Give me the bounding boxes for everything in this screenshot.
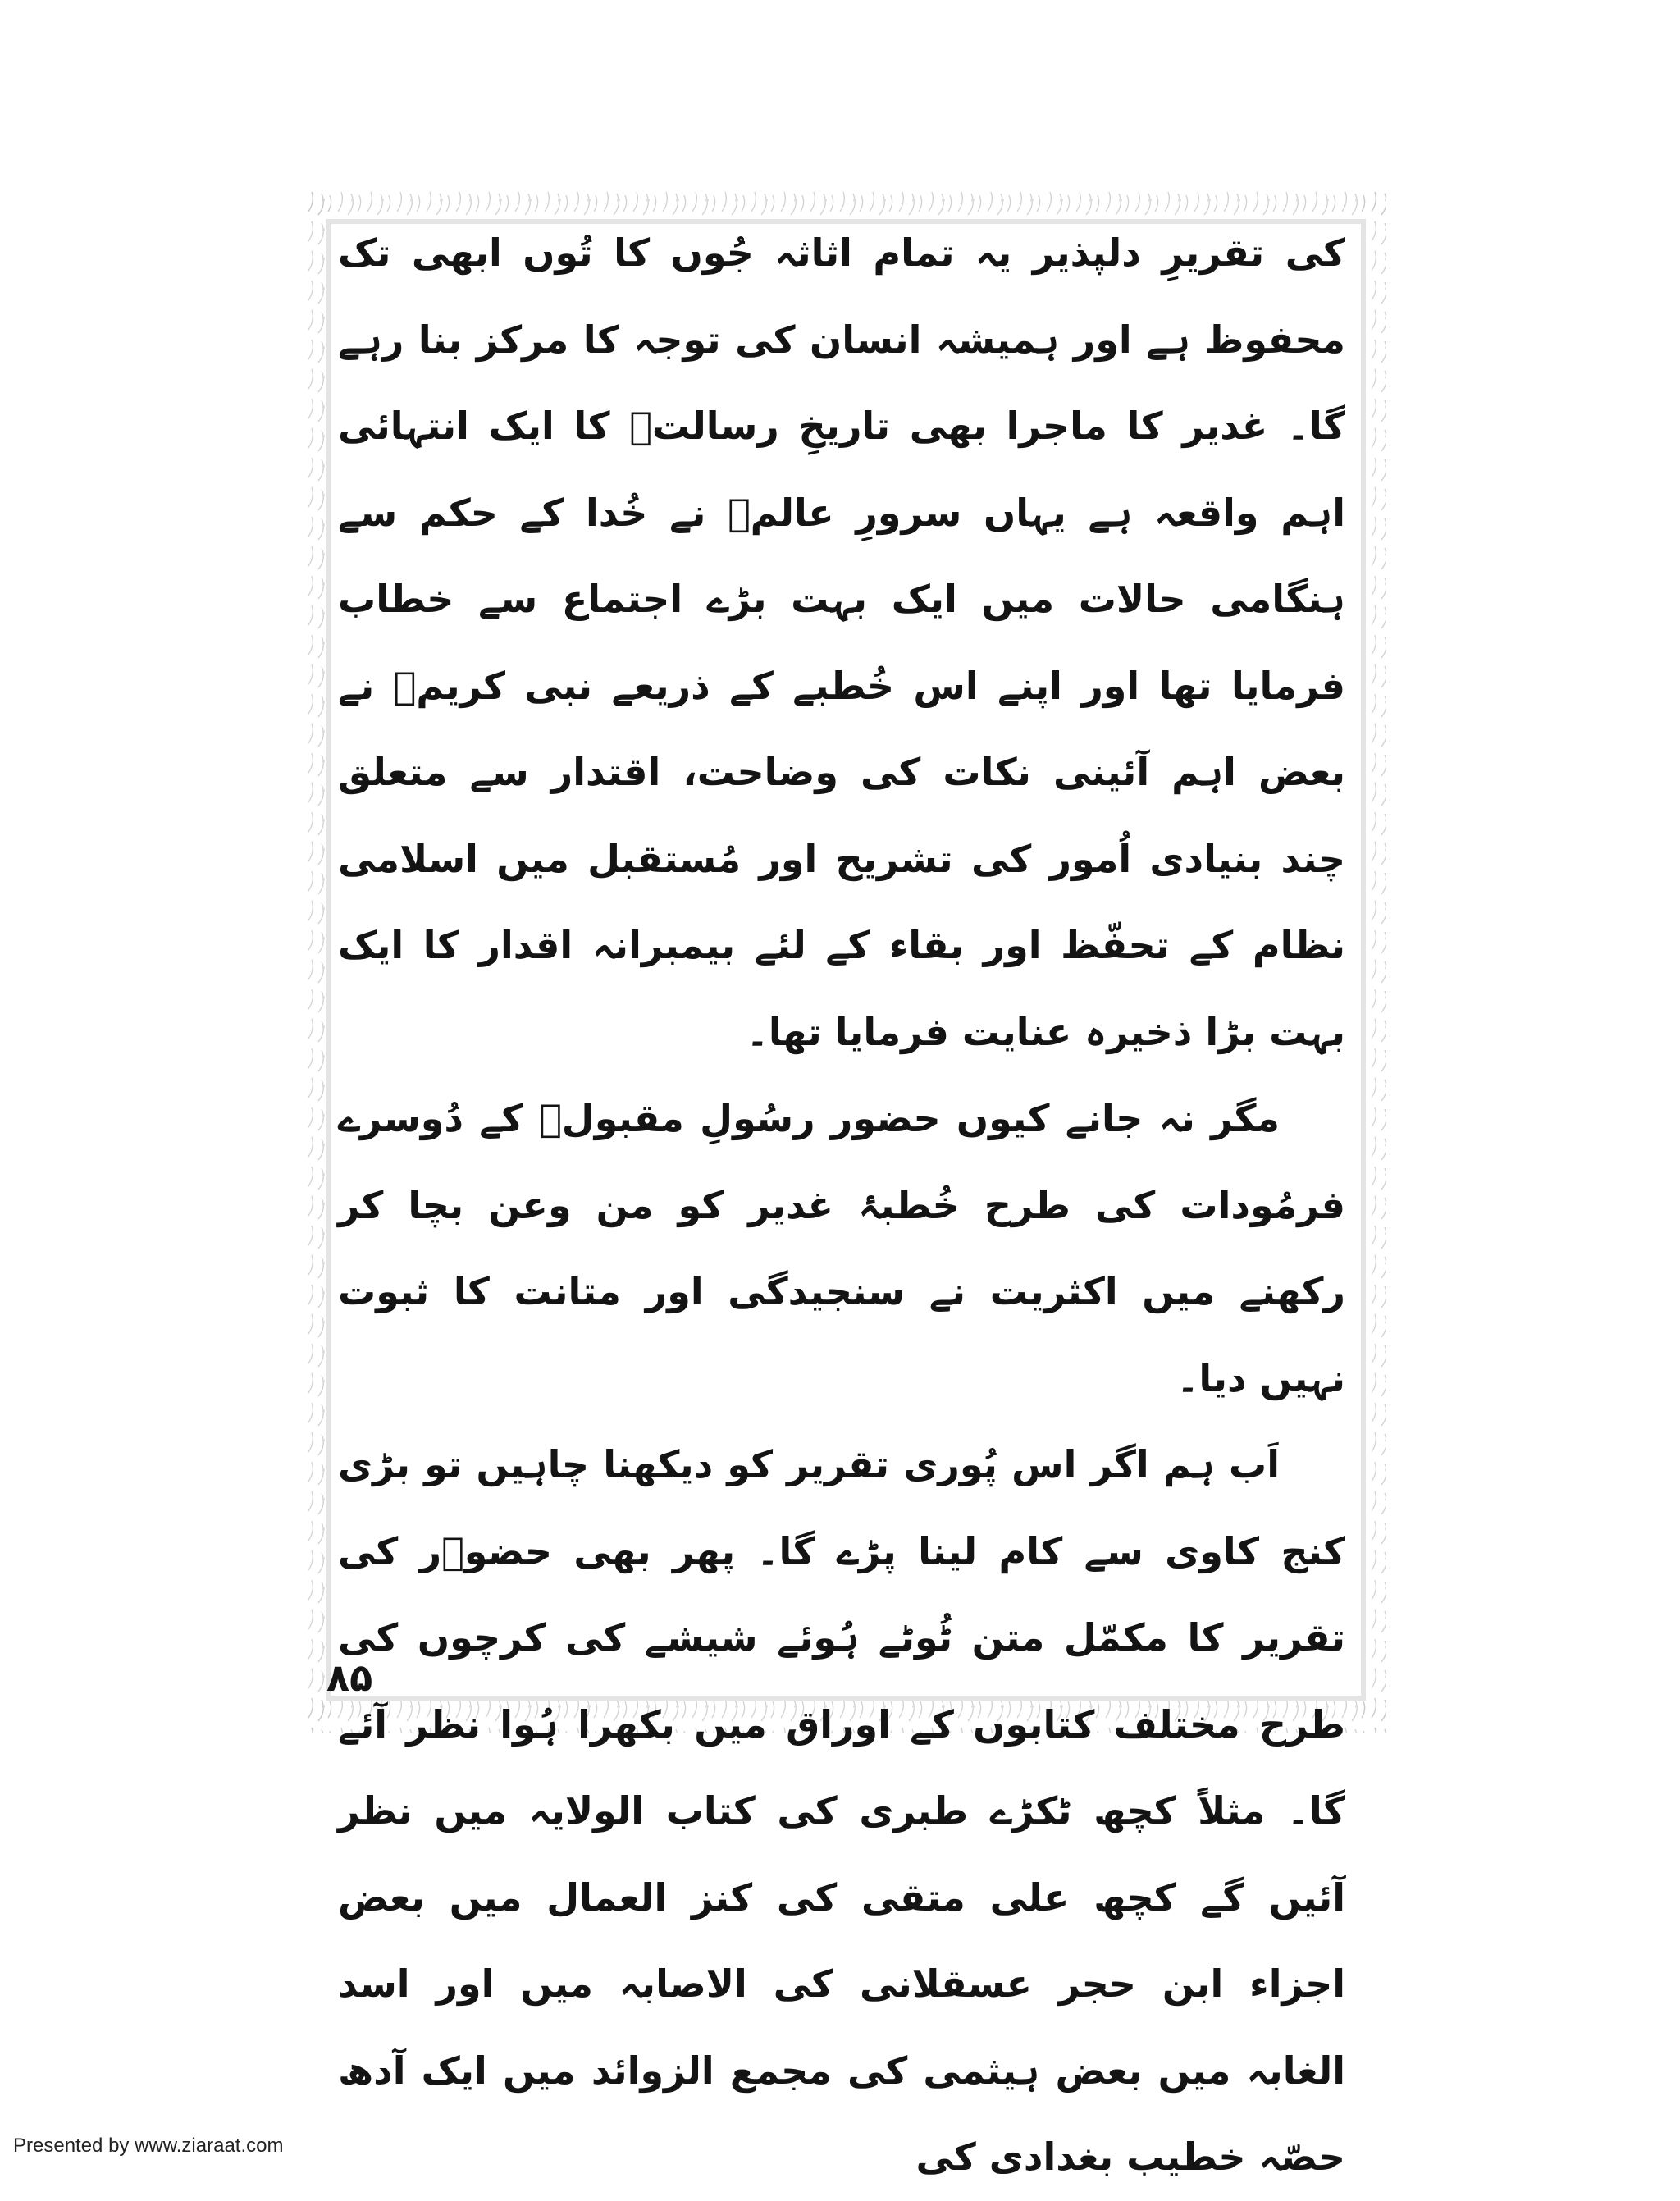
footer-credit: Presented by www.ziaraat.com bbox=[13, 2135, 284, 2157]
page-number: ۸۵ bbox=[326, 1655, 373, 1700]
paragraph-1: کی تقریرِ دلپذیر یہ تمام اثاثہ جُوں کا تُوں ابھی تک محفوظ ہے اور ہمیشہ انسان کی توجہ کا مرکز بنا رہے گا۔ غدیر کا ماجرا بھی تاریخِ رسالتؐ کا ایک انتہائی اہم واقعہ ہے یہاں سرورِ عالمؐ نے خُدا کے حکم سے ہنگامی حالات میں ایک بہت بڑے اجتماع سے خطاب فرمایا تھا اور اپنے اس خُطبے کے ذریعے نبی کریمؐ نے بعض اہم آئینی نکات کی وضاحت، اقتدار سے متعلق چند بنیادی اُمور کی تشریح اور مُستقبل میں اسلامی نظام کے تحفّظ اور بقاء کے لئے بیمبرانہ اقدار کا ایک بہت بڑا ذخیرہ عنایت فرمایا تھا۔ bbox=[338, 231, 1345, 1054]
book-page bbox=[305, 187, 1386, 2179]
body-text bbox=[338, 210, 1345, 2201]
paragraph-2: مگر نہ جانے کیوں حضور رسُولِ مقبولؐ کے دُوسرے فرمُودات کی طرح خُطبۂ غدیر کو من وعن بچا کر رکھنے میں اکثریت نے سنجیدگی اور متانت کا ثبوت نہیں دیا۔ bbox=[338, 1096, 1345, 1400]
paragraph-3: اَب ہم اگر اس پُوری تقریر کو دیکھنا چاہیں تو بڑی کنج کاوی سے کام لینا پڑے گا۔ پھر بھی حضوؐر کی تقریر کا مکمّل متن ٹُوٹے ہُوئے شیشے کی کرچوں کی طرح مختلف کتابوں کے اوراق میں بکھرا ہُوا نظر آئے گا۔ مثلاً کچھ ٹکڑے طبری کی کتاب الولایہ میں نظر آئیں گے کچھ علی متقی کی کنز العمال میں بعض اجزاء ابن حجر عسقلانی کی الاصابہ میں اور اسد الغابہ میں بعض ہیثمی کی مجمع الزوائد میں ایک آدھ حصّہ خطیب بغدادی کی bbox=[338, 1442, 1345, 2179]
